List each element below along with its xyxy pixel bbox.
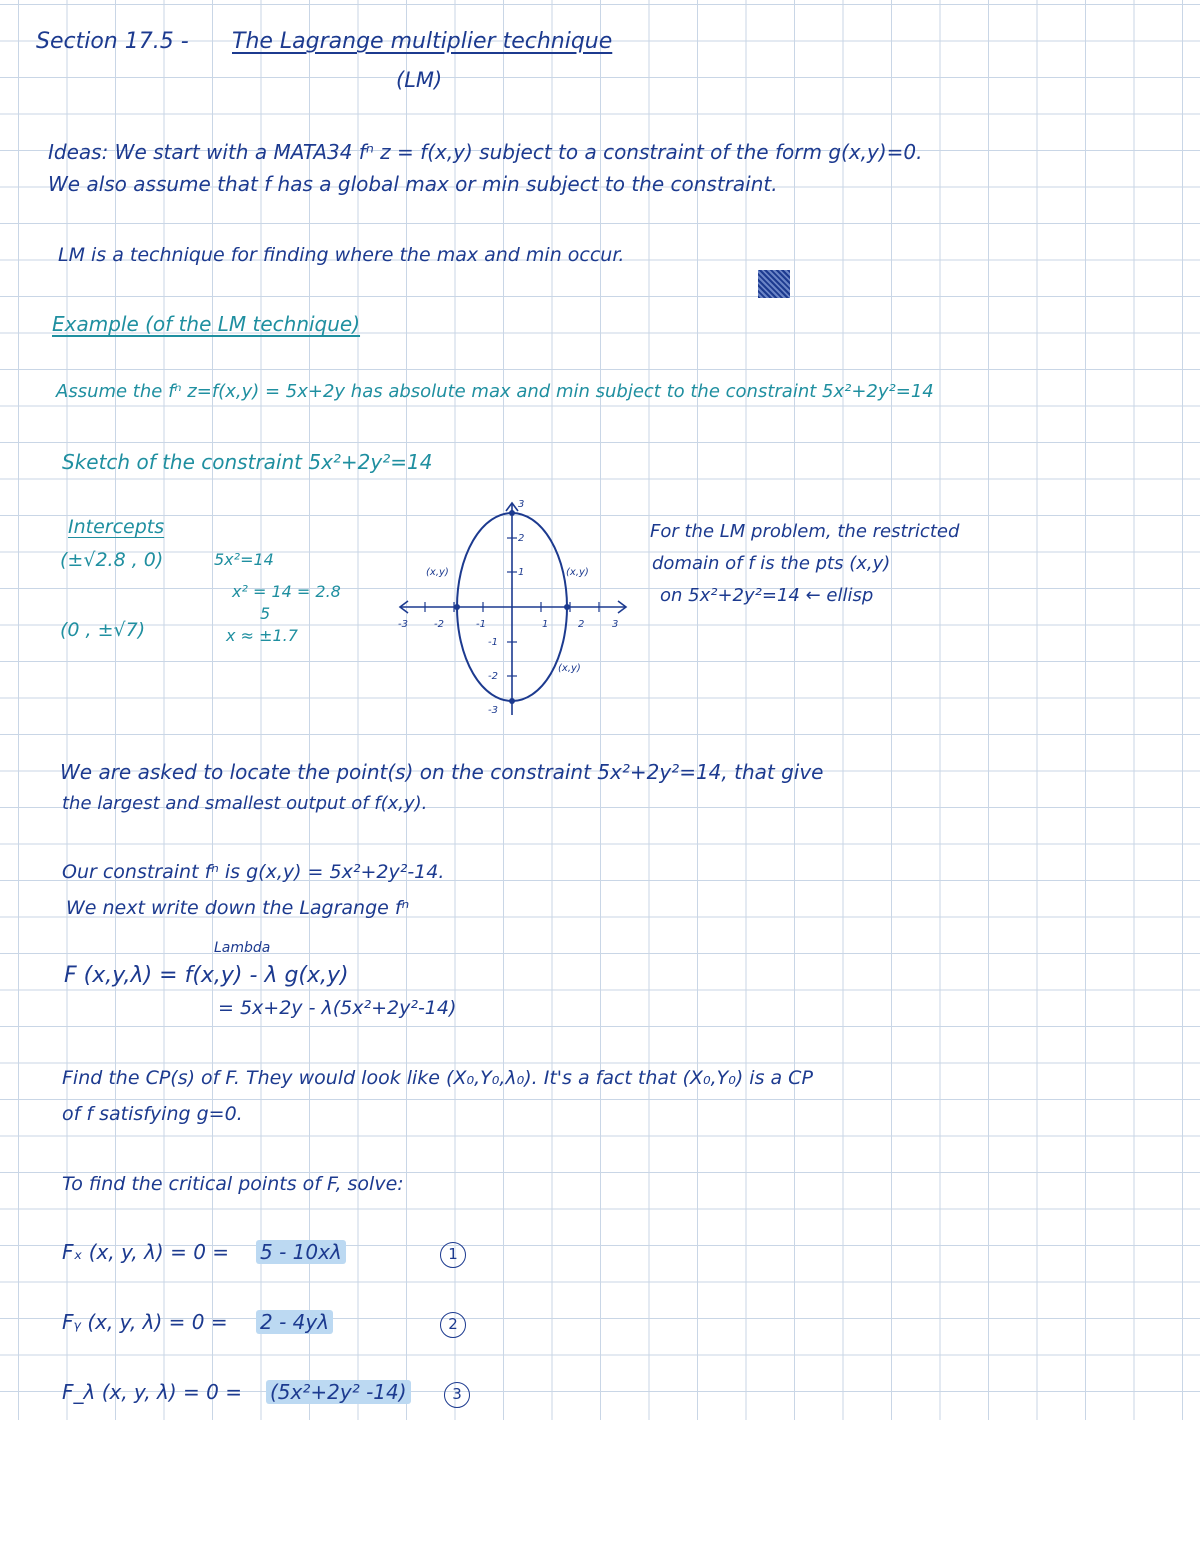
x-tick-label: -3	[398, 619, 408, 630]
constraint-line-1: Our constraint fⁿ is g(x,y) = 5x²+2y²-14.	[62, 861, 445, 883]
y-intercepts: (0 , ±√7)	[60, 619, 146, 641]
point-label: (x,y)	[566, 567, 589, 578]
equation-2-lhs: Fᵧ (x, y, λ) = 0 =	[62, 1310, 228, 1334]
note-line-3: on 5x²+2y²=14 ← ellisp	[660, 585, 874, 606]
intercepts-heading: Intercepts	[68, 516, 165, 538]
intercept-work-2: x² = 14 = 2.8	[232, 582, 341, 601]
intercept-dot-top	[509, 510, 515, 516]
intercept-dot-right	[564, 604, 570, 610]
lm-description: LM is a technique for finding where the max and min occur.	[58, 244, 625, 266]
equation-2-number	[440, 1310, 466, 1338]
asked-line-1: We are asked to locate the point(s) on the constraint 5x²+2y²=14, that give	[60, 760, 824, 784]
cp-line-1: Find the CP(s) of F. They would look like (X₀,Y₀,λ₀). It's a fact that (X₀,Y₀) is a CP	[62, 1067, 813, 1089]
equation-number-circle: 3	[444, 1382, 470, 1408]
x-tick-label: 2	[578, 619, 585, 630]
constraint-line-2: We next write down the Lagrange fⁿ	[66, 897, 410, 919]
x-tick-label: 3	[612, 619, 619, 630]
equation-1-highlight: 5 - 10xλ	[256, 1240, 346, 1264]
note-line-1: For the LM problem, the restricted	[650, 521, 960, 542]
y-tick-label: -2	[488, 671, 498, 682]
equation-2-rhs	[256, 1310, 333, 1334]
intercept-dot-left	[454, 604, 460, 610]
page-title: The Lagrange multiplier technique	[232, 29, 613, 54]
solve-intro: To find the critical points of F, solve:	[62, 1173, 404, 1195]
x-intercepts: (±√2.8 , 0)	[60, 549, 164, 571]
sketch-heading: Sketch of the constraint 5x²+2y²=14	[62, 450, 433, 474]
lambda-note: Lambda	[214, 940, 271, 956]
asked-line-2: the largest and smallest output of f(x,y).	[62, 793, 428, 814]
lagrange-line-2: = 5x+2y - λ(5x²+2y²-14)	[218, 997, 457, 1019]
y-tick-label: 2	[518, 533, 525, 544]
y-tick-label: -1	[488, 637, 498, 648]
note-line-2: domain of f is the pts (x,y)	[652, 553, 891, 574]
equation-1-lhs: Fₓ (x, y, λ) = 0 =	[62, 1240, 230, 1264]
intercept-work-1: 5x²=14	[214, 550, 274, 569]
equation-3-number	[444, 1380, 470, 1408]
y-tick-label: 3	[518, 499, 525, 510]
cp-line-2: of f satisfying g=0.	[62, 1103, 243, 1125]
ideas-line-1: Ideas: We start with a MATA34 fⁿ z = f(x,y) subject to a constraint of the form g(x,y)=0.	[48, 140, 923, 164]
x-tick-label: -2	[434, 619, 444, 630]
example-assumption: Assume the fⁿ z=f(x,y) = 5x+2y has absolute max and min subject to the constraint 5x²+2y²=14	[56, 381, 934, 402]
ideas-line-2: We also assume that f has a global max or min subject to the constraint.	[48, 172, 778, 196]
equation-1-rhs	[256, 1240, 346, 1264]
lagrange-line-1: F (x,y,λ) = f(x,y) - λ g(x,y)	[64, 963, 349, 988]
intercept-work-2-denominator: 5	[260, 604, 271, 623]
example-heading: Example (of the LM technique)	[52, 312, 361, 336]
section-label: Section 17.5 -	[36, 29, 189, 54]
equation-3-lhs: F_λ (x, y, λ) = 0 =	[62, 1380, 242, 1404]
scribble-mark	[758, 270, 790, 298]
equation-number-circle: 2	[440, 1312, 466, 1338]
title-abbreviation: (LM)	[396, 68, 443, 92]
intercept-work-3: x ≈ ±1.7	[226, 626, 298, 645]
x-tick-label: -1	[476, 619, 486, 630]
point-label: (x,y)	[426, 567, 449, 578]
equation-number-circle: 1	[440, 1242, 466, 1268]
equation-3-highlight: (5x²+2y² -14)	[266, 1380, 411, 1404]
equation-1-number	[440, 1240, 466, 1268]
blank-page-bottom	[0, 1420, 1200, 1553]
ellipse-graph	[390, 495, 640, 720]
point-label: (x,y)	[558, 663, 581, 674]
y-tick-label: 1	[518, 567, 525, 578]
intercept-dot-bottom	[509, 698, 515, 704]
equation-3-rhs	[266, 1380, 411, 1404]
x-tick-label: 1	[542, 619, 549, 630]
y-tick-label: -3	[488, 705, 498, 716]
equation-2-highlight: 2 - 4yλ	[256, 1310, 333, 1334]
